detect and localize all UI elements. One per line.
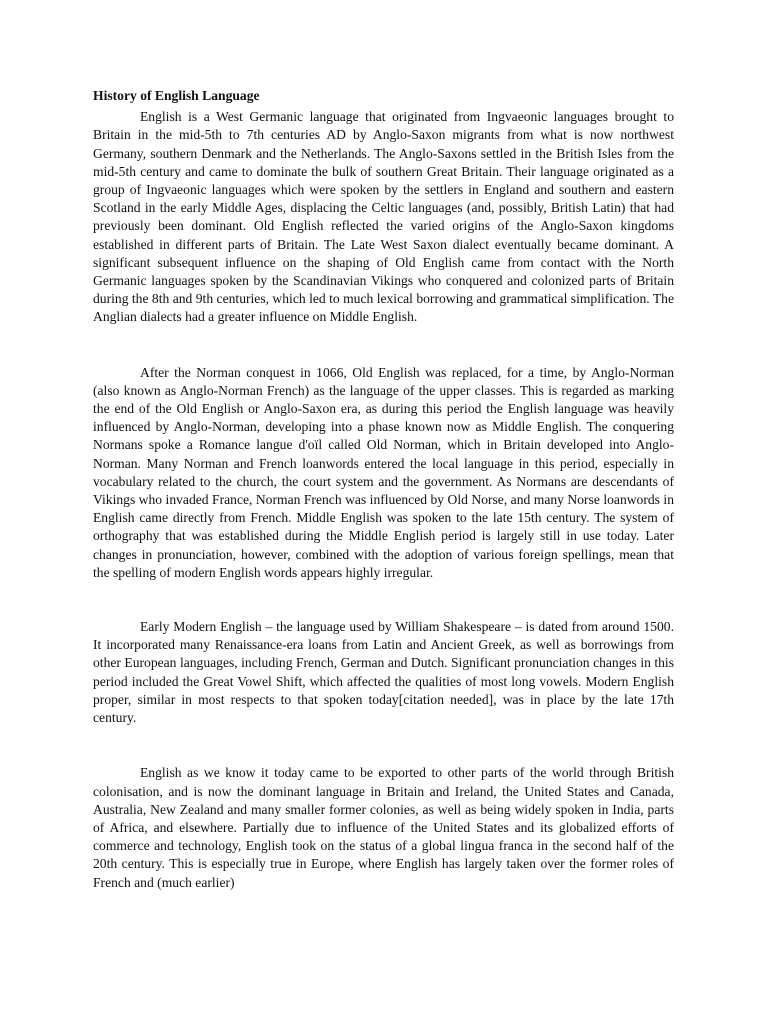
paragraph-middle-english: After the Norman conquest in 1066, Old English was replaced, for a time, by Anglo-Norman (also known as Anglo-Norman French) as the language of the upper classes. This is regarded as marking the end of the Old English or Anglo-Saxon era, as during this period the English language was heavily influenced by Anglo-Norman, developing into a phase known now as Middle English. The conquering Normans spoke a Romance langue d'oïl called Old Norman, which in Britain developed into Anglo-Norman. Many Norman and French loanwords entered the local language in this period, especially in vocabulary related to the church, the court system and the government. As Normans are descendants of Vikings who invaded France, Norman French was influenced by Old Norse, and many Norse loanwords in English came directly from French. Middle English was spoken to the late 15th century. The system of orthography that was established during the Middle English period is largely still in use today. Later changes in pronunciation, however, combined with the adoption of various foreign spellings, mean that the spelling of modern English words appears highly irregular. xyxy=(93,364,674,580)
paragraph-early-modern-english: Early Modern English – the language used by William Shakespeare – is dated from around 1500. It incorporated many Renaissance-era loans from Latin and Ancient Greek, as well as borrowings from other European languages, including French, German and Dutch. Significant pronunciation changes in this period included the Great Vowel Shift, which affected the qualities of most long vowels. Modern English proper, similar in most respects to that spoken today[citation needed], was in place by the late 17th century. xyxy=(93,619,674,726)
paragraph-global-english: English as we know it today came to be exported to other parts of the world through British colonisation, and is now the dominant language in Britain and Ireland, the United States and Canada, Australia, New Zealand and many smaller former colonies, as well as being widely spoken in India, parts of Africa, and elsewhere. Partially due to influence of the United States and its globalized efforts of commerce and technology, English took on the status of a global lingua franca in the second half of the 20th century. This is especially true in Europe, where English has largely taken over the former roles of French and (much earlier) xyxy=(93,765,674,890)
document-title: History of English Language xyxy=(93,88,260,103)
paragraph-old-english: English is a West Germanic language that originated from Ingvaeonic languages brought to Britain in the mid-5th to 7th centuries AD by Anglo-Saxon migrants from what is now northwest Germany, southern Denmark and the Netherlands. The Anglo-Saxons settled in the British Isles from the mid-5th century and came to dominate the bulk of southern Great Britain. Their language originated as a group of Ingvaeonic languages which were spoken by the settlers in England and southern and eastern Scotland in the early Middle Ages, displacing the Celtic languages (and, possibly, British Latin) that had previously been dominant. Old English reflected the varied origins of the Anglo-Saxon kingdoms established in different parts of Britain. The Late West Saxon dialect eventually became dominant. A significant subsequent influence on the shaping of Old English came from contact with the North Germanic languages spoken by the Scandinavian Vikings who conquered and colonized parts of Britain during the 8th and 9th centuries, which led to much lexical borrowing and grammatical simplification. The Anglian dialects had a greater influence on Middle English. xyxy=(93,109,674,325)
document-body xyxy=(93,87,674,892)
